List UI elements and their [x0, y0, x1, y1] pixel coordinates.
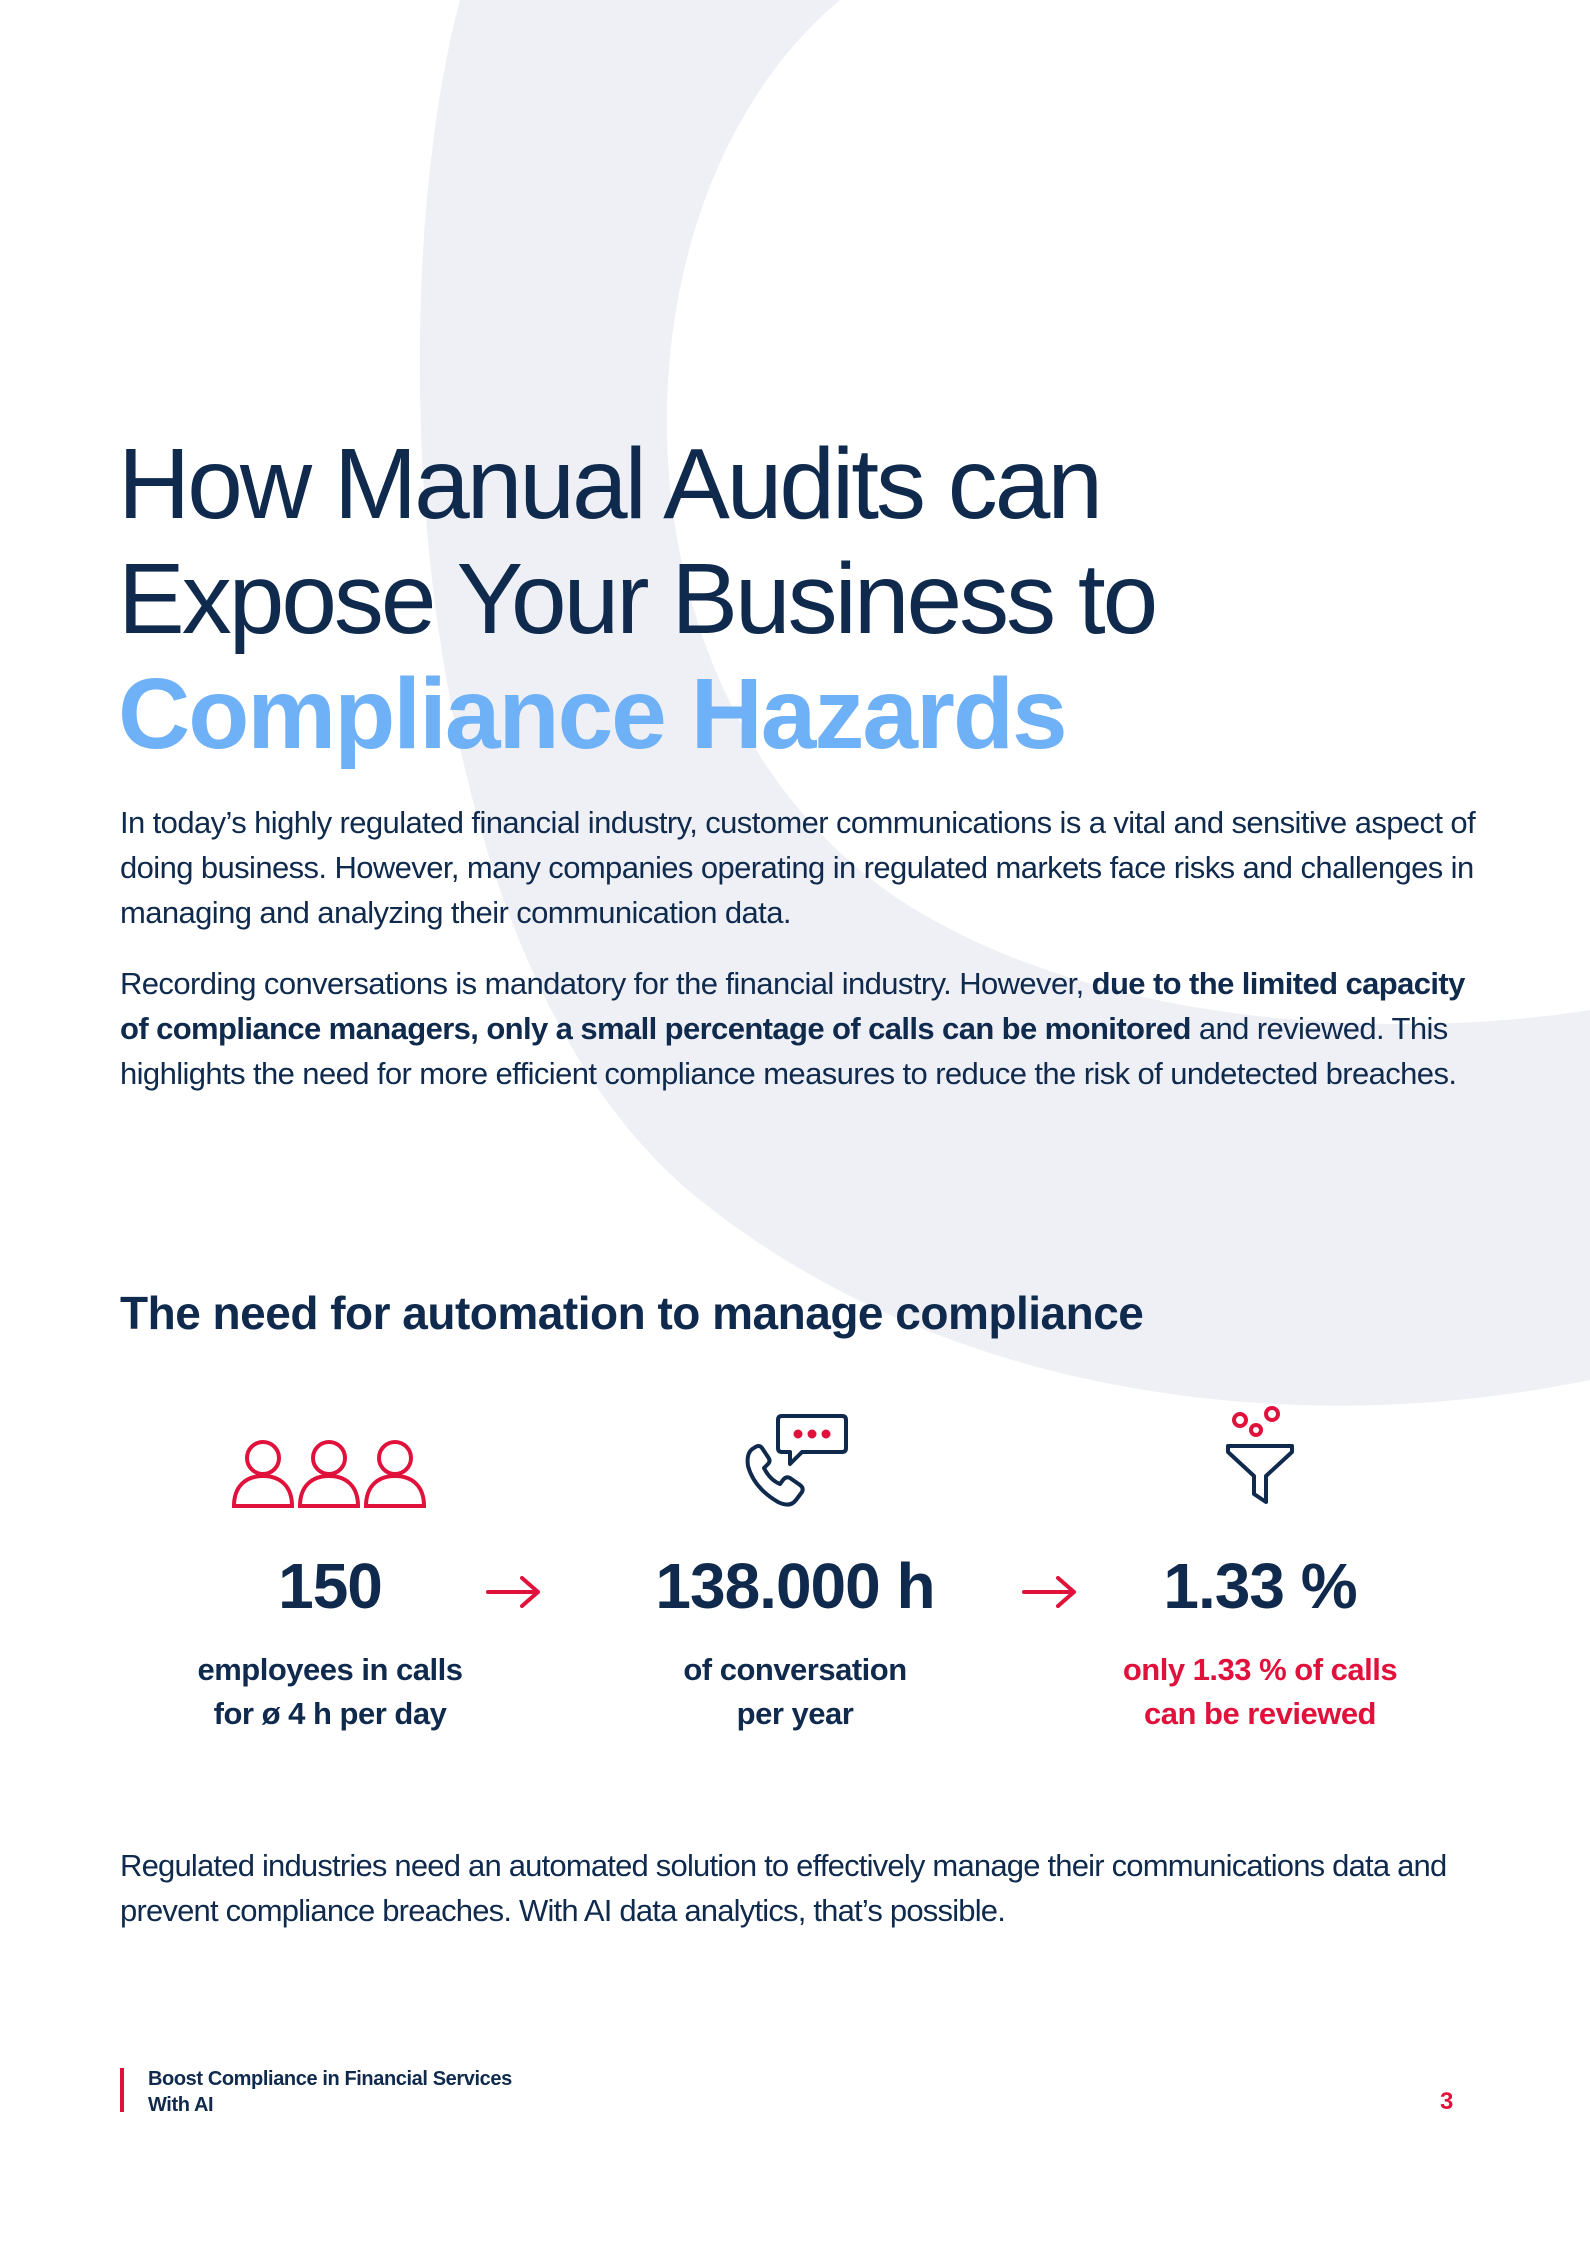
stat-review-rate — [1070, 1400, 1450, 1736]
footer-line-2: With AI — [148, 2094, 214, 2116]
closing-paragraph: Regulated industries need an automated solution to effectively manage their communications data and prevent compliance breaches. With AI data analytics, that’s possible. — [120, 1848, 1447, 1928]
intro-paragraph-2-start: Recording conversations is mandatory for the financial industry. However, — [120, 966, 1092, 1001]
stat-desc-line-1: employees in calls — [197, 1652, 463, 1687]
intro-paragraph-2-emphasis: due to the limited capacity of compliance managers, only a small percentage of calls can be monitored — [120, 966, 1465, 1046]
stat-value-employees: 150 — [278, 1550, 382, 1622]
intro-section — [120, 800, 1480, 1122]
people-icon — [140, 1400, 520, 1510]
stat-desc-conversation — [605, 1648, 985, 1736]
footer-line-1: Boost Compliance in Financial Services — [148, 2068, 512, 2090]
arrow-right-icon — [484, 1572, 544, 1612]
footer-document-title — [148, 2066, 648, 2118]
stat-desc-review-rate — [1070, 1648, 1450, 1736]
page-title — [118, 427, 1418, 772]
phone-chat-icon — [605, 1400, 985, 1510]
stat-value-conversation: 138.000 h — [655, 1550, 935, 1622]
page-number: 3 — [1440, 2088, 1454, 2115]
section-heading: The need for automation to manage compliance — [120, 1287, 1144, 1340]
stat-desc-line-2: per year — [736, 1696, 854, 1731]
stat-value-review-rate: 1.33 % — [1163, 1550, 1357, 1622]
stat-desc-line-1: only 1.33 % of calls — [1122, 1652, 1398, 1687]
title-accent-line: Compliance Hazards — [118, 658, 1066, 770]
title-line-2: Expose Your Business to — [118, 543, 1156, 655]
stat-desc-line-2: can be reviewed — [1143, 1696, 1376, 1731]
footer-accent-bar — [120, 2068, 124, 2112]
stat-desc-employees — [140, 1648, 520, 1736]
title-line-1: How Manual Audits can — [118, 428, 1101, 540]
stat-conversation-hours — [605, 1400, 985, 1736]
intro-paragraph-1: In today’s highly regulated financial industry, customer communications is a vital and sensitive aspect of doing business. However, many companies operating in regulated markets face risks and challenges in managing and analyzing their communication data. — [120, 805, 1476, 930]
stat-desc-line-1: of conversation — [683, 1652, 907, 1687]
funnel-icon — [1070, 1400, 1450, 1510]
stat-desc-line-2: for ø 4 h per day — [213, 1696, 447, 1731]
stat-employees — [140, 1400, 520, 1736]
intro-paragraph-2 — [120, 961, 1480, 1096]
intro-paragraph-2-end: and reviewed. This highlights the need for more efficient compliance measures to reduce the risk of undetected breaches. — [120, 1011, 1457, 1091]
